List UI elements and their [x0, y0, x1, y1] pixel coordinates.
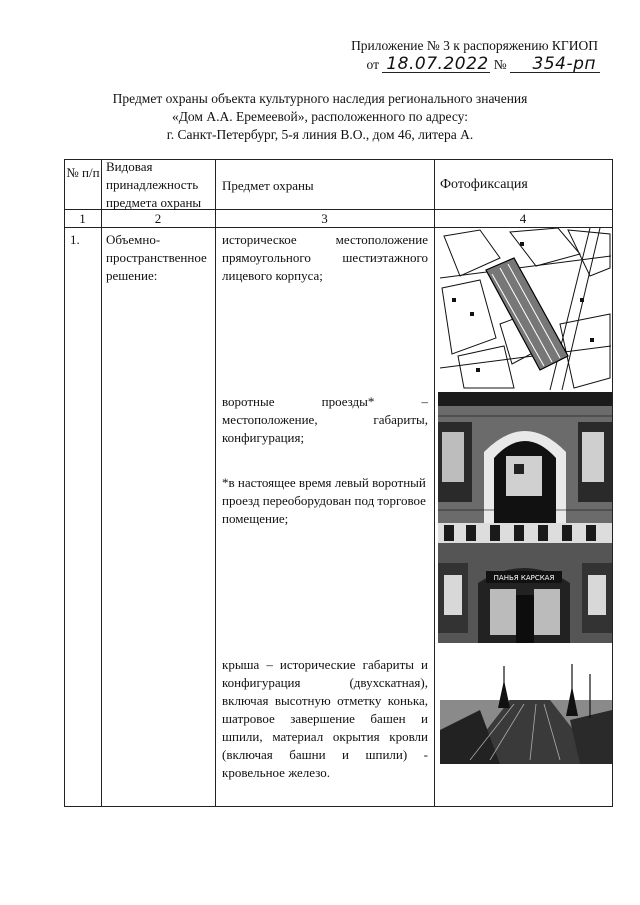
col-divider-2 — [215, 159, 216, 807]
handwritten-date: 18.07.2022 — [382, 56, 490, 73]
row-number: 1. — [70, 232, 80, 247]
appendix-title: Приложение № 3 к распоряжению КГИОП — [351, 38, 598, 53]
header-photo: Фотофиксация — [440, 177, 528, 192]
table-border-right — [612, 159, 613, 807]
row-kind: Объемно-пространственное решение: — [106, 232, 207, 283]
col-divider-3 — [434, 159, 435, 807]
title-line-2: «Дом А.А. Еремеевой», расположенного по адресу: — [171, 109, 469, 124]
header-subject: Предмет охраны — [222, 178, 314, 193]
title-line-1: Предмет охраны объекта культурного наследия регионального значения — [112, 91, 528, 106]
colnum-1: 1 — [79, 211, 86, 226]
order-date-number — [367, 56, 601, 73]
storefront-photo — [438, 523, 612, 643]
header-num: № п/п — [66, 165, 100, 180]
col-divider-1 — [101, 159, 102, 807]
table-border-left — [64, 159, 65, 807]
storefront-sign-text: ПАНЬЯ КАРСКАЯ — [493, 574, 555, 582]
handwritten-number: 354-рп — [510, 56, 600, 73]
from-prefix: от — [366, 57, 379, 72]
document-title — [0, 90, 640, 144]
colnum-2: 2 — [154, 211, 162, 226]
number-prefix: № — [493, 57, 507, 72]
subject-roof: крыша – исторические габариты и конфигурация (двухскатная), включая высотную отметку конька, шатровое завершение башен и шпили, материал окрытия кровли (включая башни и шпили) - кровельное железо. — [222, 657, 428, 780]
header-kind: Видовая принадлежность предмета охраны — [106, 159, 202, 210]
subject-gateways: воротные проезды* – местоположение, габариты, конфигурация; — [222, 394, 428, 445]
gate-arch-photo — [438, 392, 612, 523]
colnum-3: 3 — [321, 211, 328, 226]
title-line-3: г. Санкт-Петербург, 5-я линия В.О., дом 46, литера А. — [166, 127, 474, 142]
roof-towers-photo — [440, 660, 612, 764]
subject-location: историческое местоположение прямоугольного шестиэтажного лицевого корпуса; — [222, 232, 428, 283]
subject-gateway-note: *в настоящее время левый воротный проезд переоборудован под торговое помещение; — [222, 475, 426, 526]
colnum-4: 4 — [519, 211, 527, 226]
site-plan-photo — [440, 228, 611, 390]
table-border-bottom — [64, 806, 613, 807]
